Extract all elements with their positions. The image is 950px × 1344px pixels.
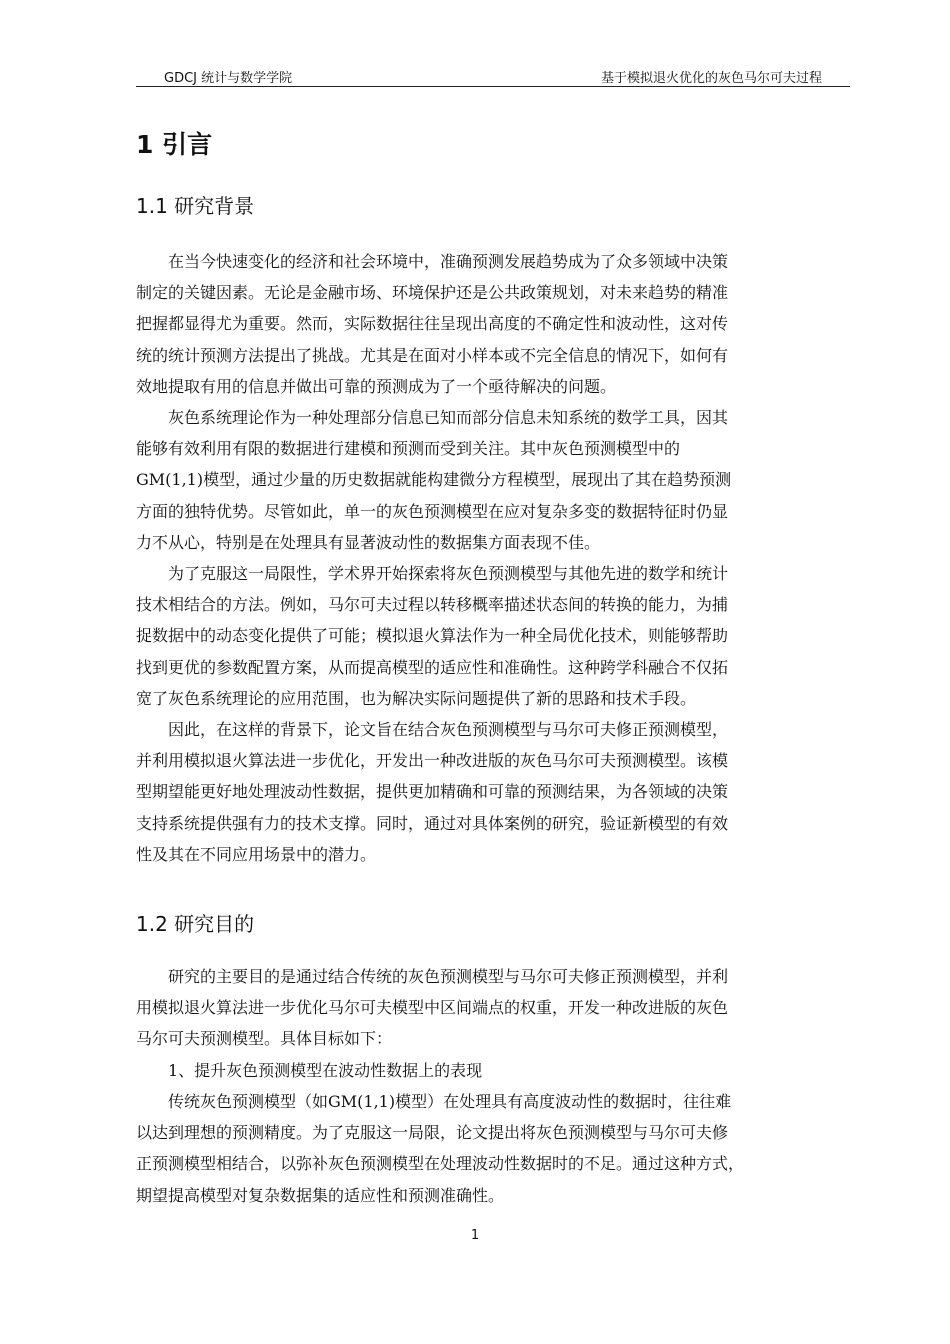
paragraph-background-2	[136, 402, 856, 558]
text-line: 马尔可夫预测模型。具体目标如下：	[136, 1029, 393, 1049]
text-line: 找到更优的参数配置方案，从而提高模型的适应性和准确性。这种跨学科融合不仅拓	[136, 657, 729, 677]
text-line: 效地提取有用的信息并做出可靠的预测成为了一个亟待解决的问题。	[136, 376, 617, 396]
text-line: 力不从心，特别是在处理具有显著波动性的数据集方面表现不佳。	[136, 532, 601, 552]
paragraph-purpose-2	[136, 1086, 856, 1211]
paragraph-purpose-1	[136, 961, 856, 1086]
subsection-heading-purpose: 1.2 研究目的	[136, 912, 255, 936]
page-number: 1	[470, 1228, 480, 1243]
header-institution: GDCJ 统计与数学学院	[164, 71, 293, 86]
text-line: 性及其在不同应用场景中的潜力。	[136, 844, 377, 864]
text-line: 制定的关键因素。无论是金融市场、环境保护还是公共政策规划，对未来趋势的精准	[136, 283, 729, 303]
paragraph-background-3	[136, 558, 856, 714]
text-line: 用模拟退火算法进一步优化马尔可夫模型中区间端点的权重，开发一种改进版的灰色	[136, 998, 729, 1018]
paragraph-background-1	[136, 246, 856, 402]
text-line: 传统灰色预测模型（如GM(1,1)模型）在处理具有高度波动性的数据时，往往难	[136, 1092, 732, 1111]
text-line: 能够有效利用有限的数据进行建模和预测而受到关注。其中灰色预测模型中的	[136, 439, 681, 459]
text-line: 宽了灰色系统理论的应用范围，也为解决实际问题提供了新的思路和技术手段。	[136, 688, 697, 708]
text-line: GM(1,1)模型，通过少量的历史数据就能构建微分方程模型，展现出了其在趋势预测	[136, 470, 732, 490]
text-line: 技术相结合的方法。例如，马尔可夫过程以转移概率描述状态间的转换的能力，为捕	[136, 595, 729, 615]
list-item-1: 1、提升灰色预测模型在波动性数据上的表现	[136, 1060, 483, 1080]
running-header	[136, 64, 850, 87]
text-line: 研究的主要目的是通过结合传统的灰色预测模型与马尔可夫修正预测模型，并利	[136, 967, 729, 986]
text-line: 因此，在这样的背景下，论文旨在结合灰色预测模型与马尔可夫修正预测模型，	[136, 720, 729, 739]
text-line: 以达到理想的预测精度。为了克服这一局限，论文提出将灰色预测模型与马尔可夫修	[136, 1123, 729, 1143]
text-line: 方面的独特优势。尽管如此，单一的灰色预测模型在应对复杂多变的数据特征时仍显	[136, 501, 729, 521]
text-line: 期望提高模型对复杂数据集的适应性和预测准确性。	[136, 1185, 505, 1205]
paragraph-background-4	[136, 714, 856, 870]
section-heading-introduction: 1 引言	[136, 130, 213, 159]
text-line: 捉数据中的动态变化提供了可能；模拟退火算法作为一种全局优化技术，则能够帮助	[136, 626, 729, 646]
text-line: 支持系统提供强有力的技术支撑。同时，通过对具体案例的研究，验证新模型的有效	[136, 813, 729, 833]
text-line: 统的统计预测方法提出了挑战。尤其是在面对小样本或不完全信息的情况下，如何有	[136, 345, 729, 365]
text-line: 并利用模拟退火算法进一步优化，开发出一种改进版的灰色马尔可夫预测模型。该模	[136, 751, 729, 771]
header-paper-title: 基于模拟退火优化的灰色马尔可夫过程	[600, 71, 822, 86]
text-line: 正预测模型相结合，以弥补灰色预测模型在处理波动性数据时的不足。通过这种方式，	[136, 1154, 745, 1174]
subsection-heading-background: 1.1 研究背景	[136, 194, 255, 218]
text-line: 灰色系统理论作为一种处理部分信息已知而部分信息未知系统的数学工具，因其	[136, 408, 729, 427]
text-line: 在当今快速变化的经济和社会环境中，准确预测发展趋势成为了众多领域中决策	[136, 252, 729, 271]
text-line: 为了克服这一局限性，学术界开始探索将灰色预测模型与其他先进的数学和统计	[136, 564, 729, 583]
text-line: 把握都显得尤为重要。然而，实际数据往往呈现出高度的不确定性和波动性，这对传	[136, 314, 729, 334]
text-line: 型期望能更好地处理波动性数据，提供更加精确和可靠的预测结果，为各领域的决策	[136, 782, 729, 802]
